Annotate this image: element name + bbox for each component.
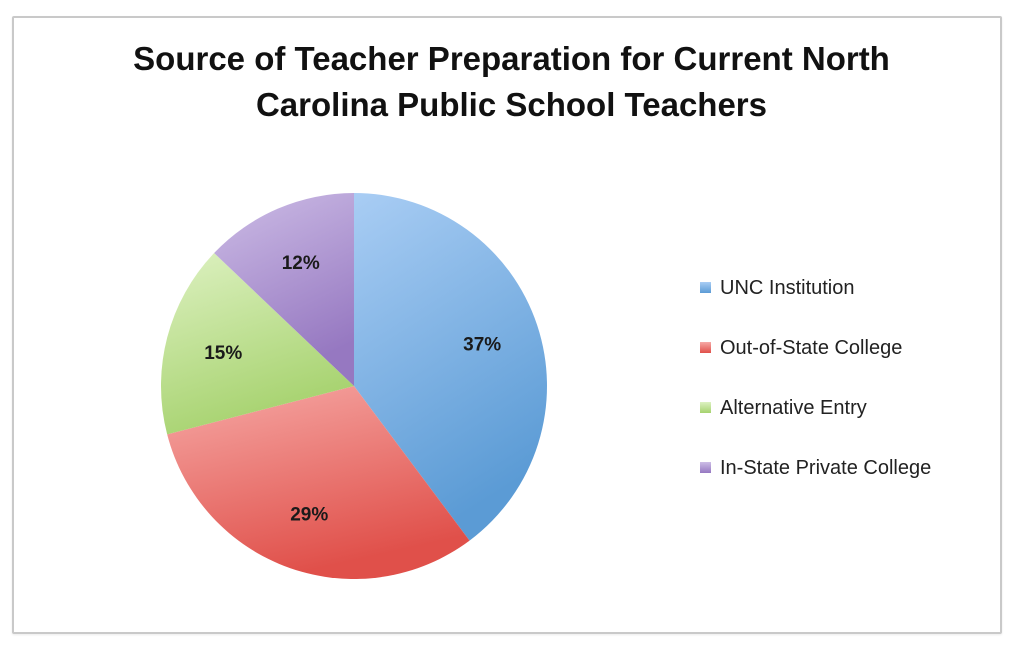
legend-label: Out-of-State College [720,337,903,359]
legend-item-unc-institution [700,276,931,336]
legend-item-alternative-entry [700,396,931,456]
legend-swatch [700,402,711,413]
chart-title-line-2: Carolina Public School Teachers [255,86,768,123]
slice-label: 12% [281,252,320,274]
legend-swatch [700,282,711,293]
slice-label: 37% [463,334,502,356]
legend-item-out-of-state-college [700,336,931,396]
legend-label: Alternative Entry [720,397,867,419]
legend-swatch [700,342,711,353]
chart-title-line-1: Source of Teacher Preparation for Current North [133,40,890,77]
legend-label: In-State Private College [720,457,932,479]
slice-label: 29% [290,504,329,526]
legend-label: UNC Institution [720,277,855,299]
legend-swatch [700,462,711,473]
legend [700,276,931,516]
legend-item-in-state-private-college [700,456,931,516]
slice-label: 15% [204,343,243,365]
